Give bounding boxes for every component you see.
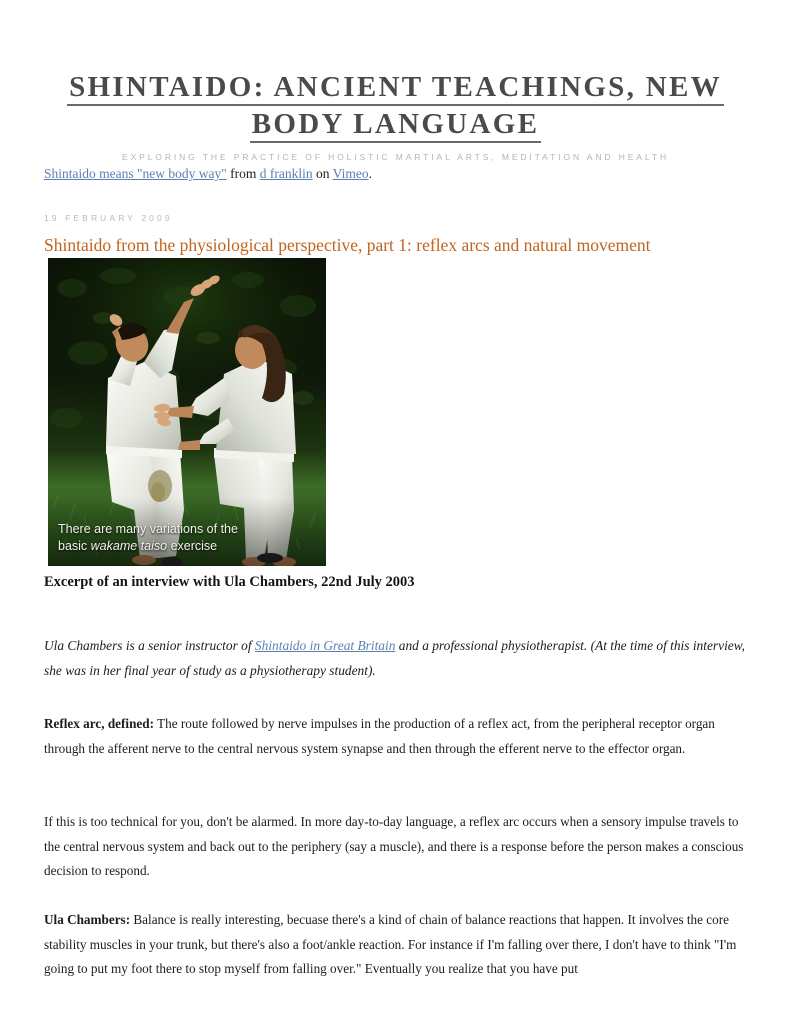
paragraph-intro bbox=[44, 634, 746, 683]
video-credit-line bbox=[44, 166, 372, 182]
post-photo bbox=[48, 258, 326, 566]
paragraph-reflex-arc bbox=[44, 712, 746, 761]
photo-illustration bbox=[48, 258, 326, 566]
site-title bbox=[40, 72, 751, 143]
paragraph-ula-chambers bbox=[44, 908, 746, 982]
site-masthead bbox=[40, 72, 751, 162]
credit-from-word: from bbox=[230, 166, 257, 181]
intro-text-before-link: Ula Chambers is a senior instructor of bbox=[44, 638, 255, 654]
credit-on-word: on bbox=[316, 166, 330, 181]
photo-caption bbox=[58, 521, 308, 555]
post-title[interactable]: Shintaido from the physiological perspective, part 1: reflex arcs and natural movement bbox=[44, 235, 651, 255]
reflex-arc-label: Reflex arc, defined: bbox=[44, 716, 154, 732]
ula-chambers-body: Balance is really interesting, becuase there's a kind of chain of balance reactions that happen. It involves the core stability muscles in your trunk, but there's also a foot/ankle reaction. For instance if I'm falling over there, I don't have to think "I'm going to put my foot there to stop myself from falling over." Eventually you realize that you have put bbox=[44, 912, 737, 977]
video-author-link[interactable]: d franklin bbox=[259, 166, 313, 181]
video-platform-link[interactable]: Vimeo bbox=[332, 166, 369, 181]
credit-period: . bbox=[368, 166, 372, 181]
ula-chambers-label: Ula Chambers: bbox=[44, 912, 131, 928]
photo-caption-term: wakame taiso bbox=[90, 539, 168, 553]
photo-caption-before-italic: basic bbox=[58, 539, 91, 553]
intro-text-after-link: and a professional physiotherapist. (At the time of this interview, she was in her final year of study as a physiotherapy student). bbox=[44, 638, 746, 678]
reflex-arc-body: The route followed by nerve impulses in the production of a reflex act, from the peripheral receptor organ through the afferent nerve to the central nervous system synapse and then through the efferent nerve to the effector organ. bbox=[44, 716, 715, 756]
site-title-line-2: BODY LANGUAGE bbox=[250, 109, 541, 143]
photo-caption-line-1: There are many variations of the bbox=[58, 522, 238, 536]
excerpt-heading: Excerpt of an interview with Ula Chambers, 22nd July 2003 bbox=[44, 574, 415, 590]
photo-caption-after-italic: exercise bbox=[167, 539, 218, 553]
post-date: 19 FEBRUARY 2009 bbox=[44, 213, 173, 223]
site-tagline: EXPLORING THE PRACTICE OF HOLISTIC MARTIAL ARTS, MEDITATION AND HEALTH bbox=[122, 152, 669, 162]
paragraph-plain-language: If this is too technical for you, don't be alarmed. In more day-to-day language, a reflex arc occurs when a sensory impulse travels to the central nervous system and back out to the periphery (say a muscle), and there is a response before the person makes a conscious decision to respond. bbox=[44, 814, 744, 879]
site-title-line-1: SHINTAIDO: ANCIENT TEACHINGS, NEW bbox=[67, 72, 724, 106]
video-title-link[interactable]: Shintaido means "new body way" bbox=[44, 166, 227, 181]
shintaido-gb-link[interactable]: Shintaido in Great Britain bbox=[254, 638, 396, 654]
